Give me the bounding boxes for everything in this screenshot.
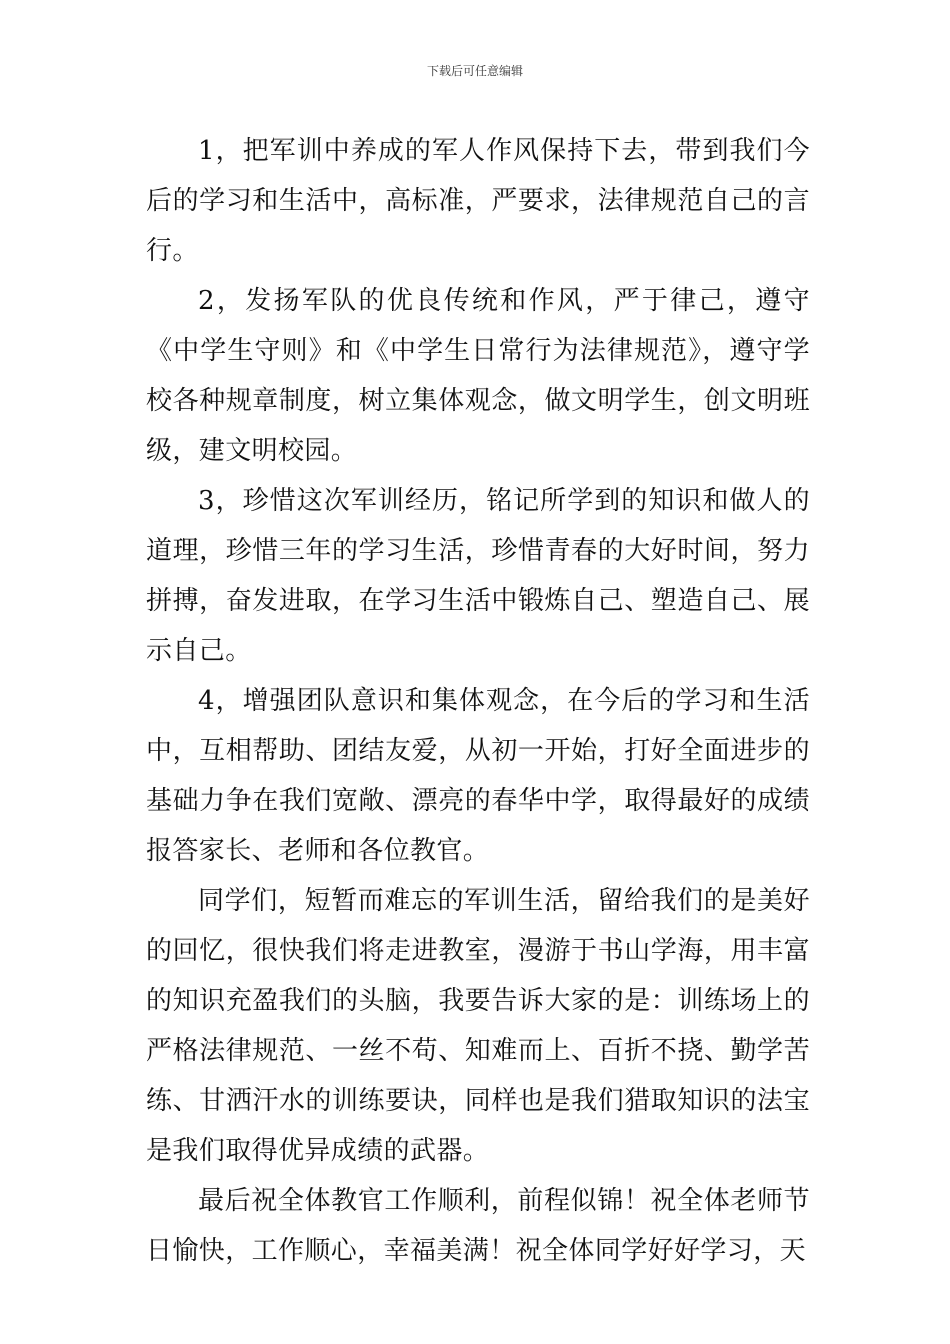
paragraph-2: 2，发扬军队的优良传统和作风，严于律己，遵守《中学生守则》和《中学生日常行为法律规范》，遵守学校各种规章制度，树立集体观念，做文明学生，创文明班级，建文明校园。 xyxy=(146,286,810,466)
paragraph-3: 3，珍惜这次军训经历，铭记所学到的知识和做人的道理，珍惜三年的学习生活，珍惜青春的大好时间，努力拼搏，奋发进取，在学习生活中锻炼自己、塑造自己、展示自己。 xyxy=(146,486,810,666)
header-note: 下载后可任意编辑 xyxy=(426,64,523,78)
paragraph-4: 4，增强团队意识和集体观念，在今后的学习和生活中，互相帮助、团结友爱，从初一开始，打好全面进步的基础力争在我们宽敞、漂亮的春华中学，取得最好的成绩报答家长、老师和各位教官。 xyxy=(146,686,810,866)
paragraph-1: 1，把军训中养成的军人作风保持下去，带到我们今后的学习和生活中，高标准，严要求，法律规范自己的言行。 xyxy=(146,136,810,266)
paragraph-5: 同学们，短暂而难忘的军训生活，留给我们的是美好的回忆，很快我们将走进教室，漫游于书山学海，用丰富的知识充盈我们的头脑，我要告诉大家的是：训练场上的严格法律规范、一丝不苟、知难而上、百折不挠、勤学苦练、甘洒汗水的训练要诀，同样也是我们猎取知识的法宝是我们取得优异成绩的武器。 xyxy=(146,886,810,1166)
document-body xyxy=(146,126,810,1276)
paragraph-6: 最后祝全体教官工作顺利，前程似锦！祝全体老师节日愉快，工作顺心，幸福美满！祝全体同学好好学习，天 xyxy=(146,1186,810,1266)
